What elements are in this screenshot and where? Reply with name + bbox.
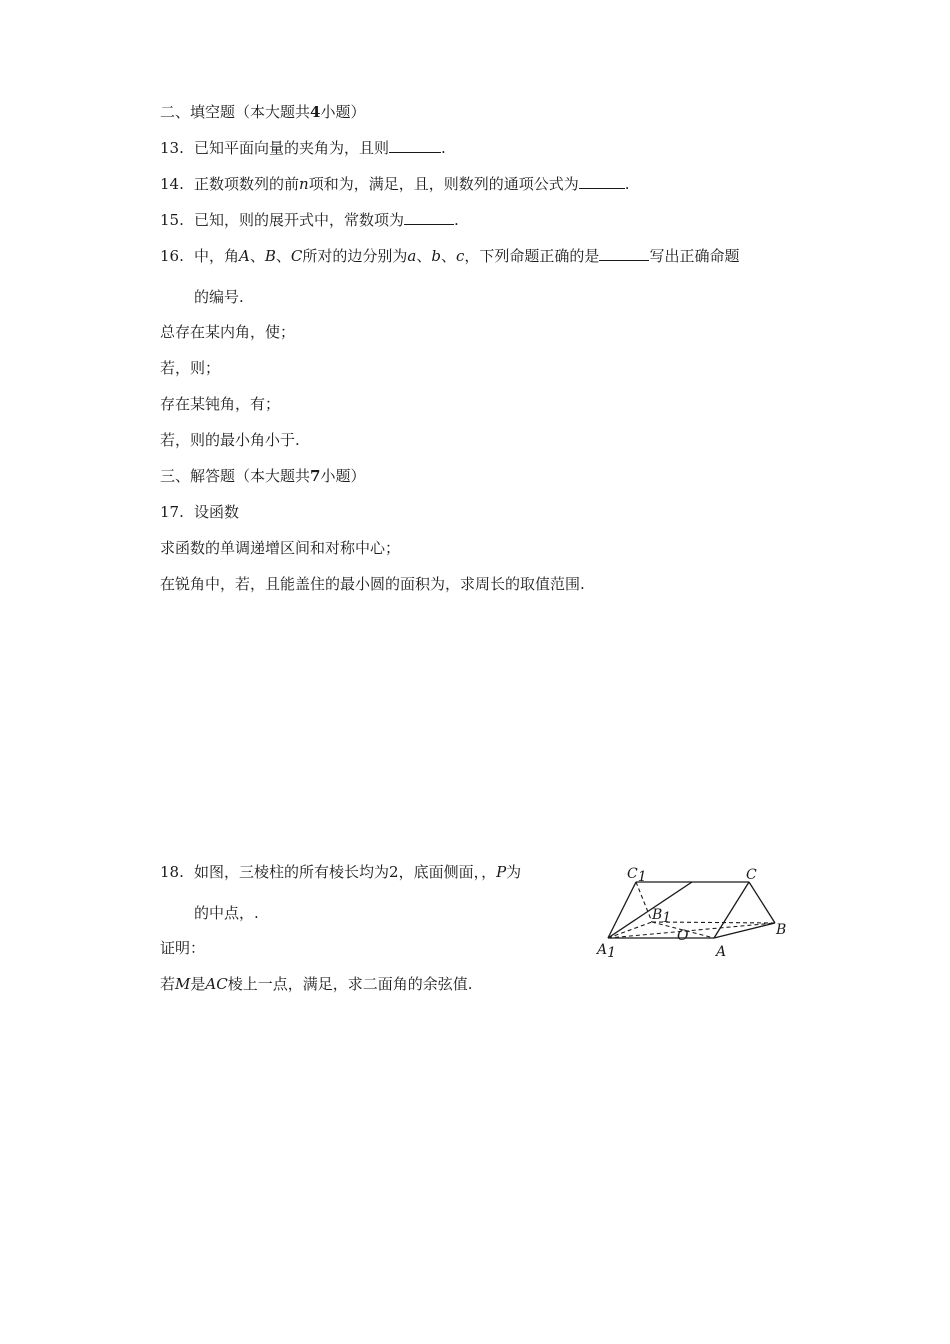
question-16-option-1: 总存在某内角，使； bbox=[160, 323, 296, 341]
answer-blank bbox=[389, 138, 441, 153]
question-18-proof: 证明： bbox=[160, 939, 206, 957]
question-17-text: 设函数 bbox=[194, 503, 240, 521]
question-13-end: . bbox=[441, 139, 446, 157]
question-13-number: 13. bbox=[160, 139, 184, 157]
edge-a1-b bbox=[608, 923, 775, 938]
var-A: A bbox=[239, 247, 250, 265]
section-2-count: 4 bbox=[310, 103, 321, 121]
question-18-part-2 bbox=[160, 974, 472, 994]
question-14 bbox=[160, 174, 629, 194]
question-16-number: 16. bbox=[160, 247, 184, 265]
separator: 、 bbox=[441, 247, 457, 265]
var-M: M bbox=[175, 975, 191, 993]
var-a: a bbox=[407, 247, 417, 265]
question-14-n: n bbox=[299, 175, 309, 193]
question-18-edge-length: 2 bbox=[389, 863, 399, 881]
label-O: O bbox=[677, 928, 689, 944]
question-17-number: 17. bbox=[160, 503, 184, 521]
question-18-number: 18. bbox=[160, 863, 184, 881]
question-14-end: . bbox=[624, 175, 630, 193]
answer-blank bbox=[579, 174, 625, 189]
question-16-text-b: 所对的边分别为 bbox=[302, 247, 408, 265]
question-15-text: 已知，则的展开式中，常数项为 bbox=[194, 211, 405, 229]
answer-blank bbox=[404, 210, 454, 225]
question-15-number: 15. bbox=[160, 211, 184, 229]
edge-c-a bbox=[714, 882, 749, 938]
question-18-line-2: 的中点，. bbox=[194, 904, 259, 922]
var-C: C bbox=[290, 247, 303, 265]
question-18-part-2-post: 棱上一点，满足，求二面角的余弦值. bbox=[227, 975, 473, 993]
separator: 、 bbox=[275, 247, 291, 265]
question-14-text-pre: 正数项数列的前 bbox=[194, 175, 300, 193]
var-B: B bbox=[264, 247, 276, 265]
question-18-part-2-mid: 是 bbox=[190, 975, 206, 993]
question-16-option-3: 存在某钝角，有； bbox=[160, 395, 281, 413]
label-C1: C1 bbox=[627, 866, 647, 885]
edge-a-b bbox=[714, 923, 775, 938]
section-2-title-pre: 二、填空题（本大题共 bbox=[160, 103, 311, 121]
label-B1: B1 bbox=[652, 907, 672, 926]
separator: 、 bbox=[249, 247, 265, 265]
question-16-option-4: 若，则的最小角小于. bbox=[160, 431, 300, 449]
question-14-text-post: 项和为，满足，且，则数列的通项公式为 bbox=[308, 175, 579, 193]
prism-figure bbox=[594, 862, 794, 966]
section-2-heading bbox=[160, 102, 365, 122]
question-16 bbox=[160, 246, 739, 266]
question-18 bbox=[160, 862, 521, 882]
var-b: b bbox=[431, 247, 441, 265]
edge-c1-a1 bbox=[608, 882, 636, 938]
question-17-part-2: 在锐角中，若，且能盖住的最小圆的面积为，求周长的取值范围. bbox=[160, 575, 585, 593]
var-P: P bbox=[496, 863, 507, 881]
section-3-heading bbox=[160, 466, 365, 486]
separator: 、 bbox=[416, 247, 432, 265]
label-B: B bbox=[776, 922, 787, 938]
question-17-part-1: 求函数的单调递增区间和对称中心； bbox=[160, 539, 401, 557]
question-15 bbox=[160, 210, 459, 230]
section-3-title-pre: 三、解答题（本大题共 bbox=[160, 467, 311, 485]
question-15-end: . bbox=[454, 211, 459, 229]
question-16-text-d: 写出正确命题 bbox=[649, 247, 740, 265]
question-18-text-pre: 如图，三棱柱的所有棱长均为 bbox=[194, 863, 390, 881]
question-16-text-a: 中，角 bbox=[194, 247, 240, 265]
question-17 bbox=[160, 502, 239, 522]
question-13-text: 已知平面向量的夹角为，且则 bbox=[194, 139, 390, 157]
section-3-count: 7 bbox=[310, 467, 321, 485]
question-16-text-c: ，下列命题正确的是 bbox=[464, 247, 600, 265]
question-18-text-mid: ，底面侧面，， bbox=[398, 863, 497, 881]
var-c: c bbox=[456, 247, 465, 265]
section-2-title-post: 小题） bbox=[320, 103, 366, 121]
question-18-part-2-pre: 若 bbox=[160, 975, 176, 993]
question-16-line-2: 的编号. bbox=[194, 288, 244, 306]
var-AC: AC bbox=[205, 975, 228, 993]
question-13 bbox=[160, 138, 446, 158]
edge-c-b bbox=[749, 882, 775, 923]
answer-blank bbox=[599, 246, 649, 261]
question-14-number: 14. bbox=[160, 175, 184, 193]
question-16-option-2: 若，则； bbox=[160, 359, 221, 377]
edge-c1-b1 bbox=[636, 882, 652, 922]
label-A1: A1 bbox=[597, 942, 617, 961]
label-C: C bbox=[746, 867, 757, 883]
label-A: A bbox=[716, 944, 727, 960]
section-3-title-post: 小题） bbox=[320, 467, 366, 485]
question-18-text-post: 为 bbox=[506, 863, 522, 881]
